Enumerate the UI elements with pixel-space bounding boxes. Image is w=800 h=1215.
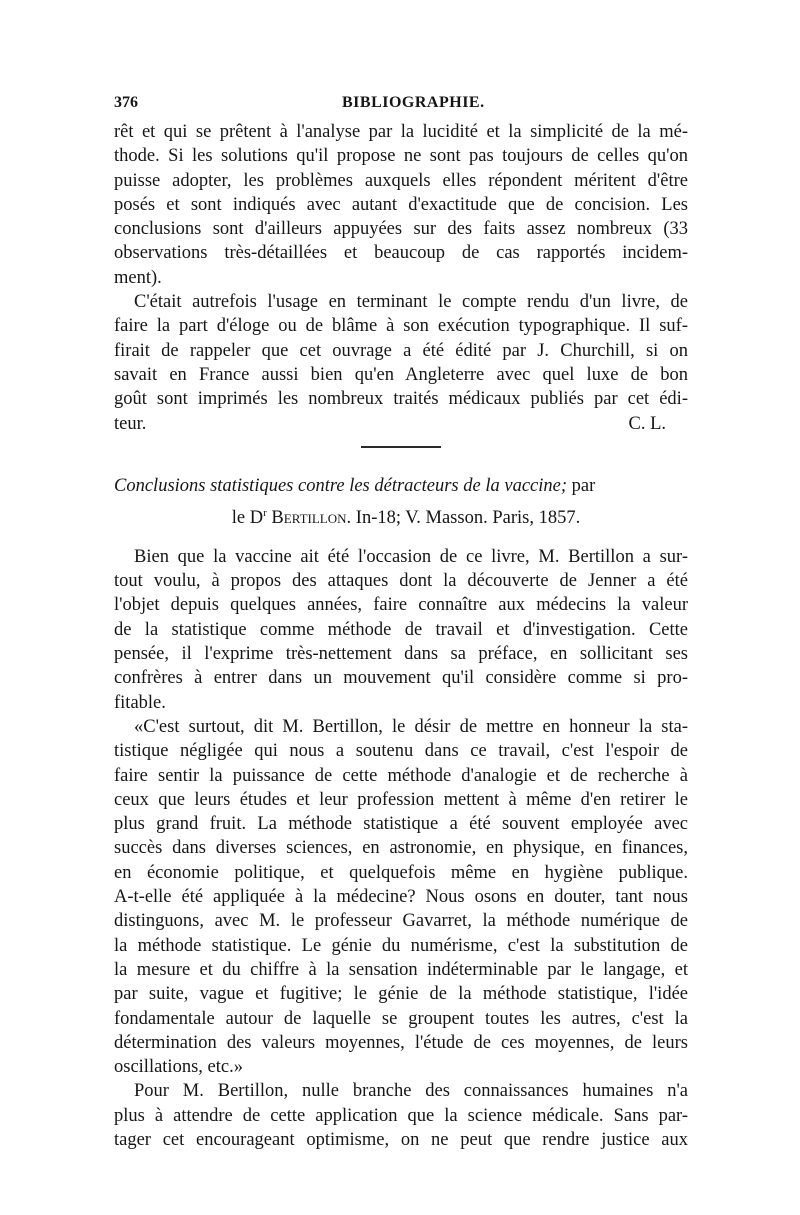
closing-line: [114, 412, 688, 436]
text-line: faire la part d'éloge ou de blâme à son exécution typographique. Il suf-: [114, 316, 688, 337]
review-2-body: [114, 545, 688, 1152]
text-line: la mesure et du chiffre à la sensation indéterminable par le langage, et: [114, 959, 688, 980]
text-line: firait de rappeler que cet ouvrage a été édité par J. Churchill, si on: [114, 340, 688, 361]
book-title: Conclusions statistiques contre les détracteurs de la vaccine;: [114, 475, 567, 496]
book-page: [114, 94, 688, 1152]
running-head: BIBLIOGRAPHIE.: [342, 94, 485, 111]
publication-info: In-18; V. Masson. Paris, 1857.: [355, 508, 581, 529]
text-line: Pour M. Bertillon, nulle branche des connaissances humaines n'a: [134, 1081, 688, 1102]
closing-text: teur.: [114, 413, 147, 434]
text-line: de la statistique comme méthode de travail et d'investigation. Cette: [114, 619, 688, 640]
text-line: rêt et qui se prêtent à l'analyse par la lucidité et la simplicité de la mé-: [114, 122, 688, 142]
text-line: faire sentir la puissance de cette méthode d'analogie et de recherche à: [114, 765, 688, 786]
text-line: thode. Si les solutions qu'il propose ne sont pas toujours de celles qu'on: [114, 146, 688, 167]
text-line: «C'est surtout, dit M. Bertillon, le désir de mettre en honneur la sta-: [134, 716, 688, 737]
page-header: [114, 94, 688, 116]
text-line: A-t-elle été appliquée à la médecine? Nous osons en douter, tant nous: [114, 887, 688, 908]
book-title-line: [114, 474, 688, 499]
text-line: tistique négligée qui nous a soutenu dans ce travail, c'est l'espoir de: [114, 741, 688, 762]
text-line: conclusions sont d'ailleurs appuyées sur des faits assez nombreux (33: [114, 219, 688, 240]
text-line: goût sont imprimés les nombreux traités médicaux publiés par cet édi-: [114, 389, 688, 410]
review-1-body: [114, 120, 688, 436]
text-line: posés et sont indiqués avec autant d'exactitude que de concision. Les: [114, 194, 688, 215]
heading-spacer: [114, 527, 688, 541]
text-line: Bien que la vaccine ait été l'occasion de ce livre, M. Bertillon a sur-: [134, 546, 688, 567]
book-title-par: par: [571, 475, 596, 496]
text-line: observations très-détaillées et beaucoup de cas rapportés incidem-: [114, 243, 688, 264]
text-line: puisse adopter, les problèmes auxquels elles répondent méritent d'être: [114, 170, 688, 191]
text-line: fitable.: [114, 692, 166, 713]
author-prefix: le D: [231, 508, 264, 529]
text-line: C'était autrefois l'usage en terminant le compte rendu d'un livre, de: [134, 292, 688, 313]
text-line: par suite, vague et fugitive; le génie de la méthode statistique, l'idée: [114, 984, 688, 1005]
text-line: la méthode statistique. Le génie du numérisme, c'est la substitution de: [114, 935, 688, 956]
reviewer-signature: C. L.: [628, 413, 666, 434]
text-line: succès dans diverses sciences, en astronomie, en physique, en finances,: [114, 838, 688, 859]
text-line: ceux que leurs études et leur profession mettent à même d'en retirer le: [114, 789, 688, 810]
text-line: plus à attendre de cette application que la science médicale. Sans par-: [114, 1105, 688, 1126]
text-line: détermination des valeurs moyennes, l'étude de ces moyennes, de leurs: [114, 1032, 688, 1053]
text-line: oscillations, etc.»: [114, 1057, 243, 1078]
text-line: en économie politique, et quelquefois même en hygiène publique.: [114, 862, 688, 883]
text-line: plus grand fruit. La méthode statistique a été souvent employée avec: [114, 814, 688, 835]
text-line: tout voulu, à propos des attaques dont la découverte de Jenner a été: [114, 571, 688, 592]
author-name: Bertillon.: [271, 508, 352, 529]
text-line: distinguons, avec M. le professeur Gavarret, la méthode numérique de: [114, 911, 688, 932]
text-line: confrères à entrer dans un mouvement qu'il considère comme si pro-: [114, 668, 688, 689]
section-divider: [361, 446, 441, 448]
text-line: pensée, il l'exprime très-nettement dans sa préface, en sollicitant ses: [114, 644, 688, 665]
text-line: tager cet encourageant optimisme, on ne peut que rendre justice aux: [114, 1129, 688, 1150]
author-prefix-sup: r: [263, 506, 267, 519]
page-number: 376: [114, 94, 138, 111]
text-line: l'objet depuis quelques années, faire connaître aux médecins la valeur: [114, 595, 688, 616]
text-line: fondamentale autour de laquelle se groupent toutes les autres, c'est la: [114, 1008, 688, 1029]
review-2-heading: [114, 474, 688, 527]
book-author-line: [114, 499, 688, 527]
text-line: ment).: [114, 267, 162, 288]
text-line: savait en France aussi bien qu'en Angleterre avec quel luxe de bon: [114, 364, 688, 385]
